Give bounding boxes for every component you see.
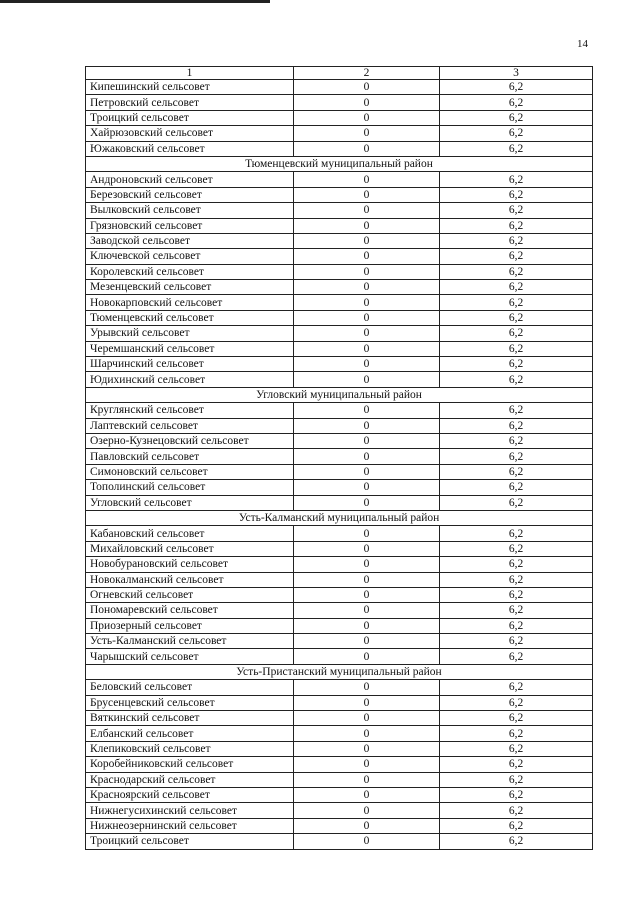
column-2-value: 0 [294, 649, 440, 664]
column-3-value: 6,2 [440, 587, 593, 602]
column-3-value: 6,2 [440, 449, 593, 464]
column-2-value: 0 [294, 834, 440, 849]
table-row [86, 80, 593, 95]
column-3-value: 6,2 [440, 110, 593, 125]
column-3-value: 6,2 [440, 480, 593, 495]
column-3-value: 6,2 [440, 618, 593, 633]
table-row [86, 187, 593, 202]
column-3-value: 6,2 [440, 572, 593, 587]
column-2-value: 0 [294, 187, 440, 202]
column-3-value: 6,2 [440, 818, 593, 833]
column-3-value: 6,2 [440, 526, 593, 541]
district-name: Усть-Калманский муниципальный район [86, 510, 593, 525]
column-2-value: 0 [294, 126, 440, 141]
allocation-table [85, 66, 593, 850]
column-3-value: 6,2 [440, 741, 593, 756]
column-2-value: 0 [294, 341, 440, 356]
table-row [86, 264, 593, 279]
table-row [86, 341, 593, 356]
column-2-value: 0 [294, 695, 440, 710]
settlement-name: Хайрюзовский сельсовет [86, 126, 294, 141]
table-row [86, 372, 593, 387]
column-2-value: 0 [294, 634, 440, 649]
table-row [86, 587, 593, 602]
table-row [86, 464, 593, 479]
column-3-value: 6,2 [440, 372, 593, 387]
settlement-name: Черемшанский сельсовет [86, 341, 294, 356]
column-2-value: 0 [294, 95, 440, 110]
table-row [86, 711, 593, 726]
table-row [86, 141, 593, 156]
table-row [86, 757, 593, 772]
column-3-value: 6,2 [440, 95, 593, 110]
table-row [86, 695, 593, 710]
table-row [86, 526, 593, 541]
column-3-value: 6,2 [440, 695, 593, 710]
settlement-name: Кипешинский сельсовет [86, 80, 294, 95]
settlement-name: Тополинский сельсовет [86, 480, 294, 495]
district-header-row [86, 156, 593, 171]
settlement-name: Красноярский сельсовет [86, 787, 294, 802]
table-row [86, 557, 593, 572]
column-3-value: 6,2 [440, 80, 593, 95]
table-row [86, 418, 593, 433]
column-2-value: 0 [294, 110, 440, 125]
settlement-name: Новобурановский сельсовет [86, 557, 294, 572]
settlement-name: Лаптевский сельсовет [86, 418, 294, 433]
column-2-value: 0 [294, 557, 440, 572]
column-3-value: 6,2 [440, 603, 593, 618]
table-row [86, 310, 593, 325]
settlement-name: Вылковский сельсовет [86, 203, 294, 218]
table-row [86, 126, 593, 141]
settlement-name: Новокалманский сельсовет [86, 572, 294, 587]
column-2-value: 0 [294, 172, 440, 187]
table-row [86, 618, 593, 633]
column-3-value: 6,2 [440, 280, 593, 295]
column-2-value: 0 [294, 711, 440, 726]
column-3-value: 6,2 [440, 803, 593, 818]
settlement-name: Круглянский сельсовет [86, 403, 294, 418]
column-header-2: 2 [294, 67, 440, 80]
column-2-value: 0 [294, 480, 440, 495]
table-row [86, 295, 593, 310]
column-3-value: 6,2 [440, 495, 593, 510]
settlement-name: Кабановский сельсовет [86, 526, 294, 541]
column-3-value: 6,2 [440, 187, 593, 202]
column-3-value: 6,2 [440, 249, 593, 264]
column-2-value: 0 [294, 433, 440, 448]
table-row [86, 741, 593, 756]
table-row [86, 110, 593, 125]
column-3-value: 6,2 [440, 834, 593, 849]
settlement-name: Новокарповский сельсовет [86, 295, 294, 310]
settlement-name: Коробейниковский сельсовет [86, 757, 294, 772]
settlement-name: Заводской сельсовет [86, 233, 294, 248]
settlement-name: Краснодарский сельсовет [86, 772, 294, 787]
settlement-name: Грязновский сельсовет [86, 218, 294, 233]
column-2-value: 0 [294, 203, 440, 218]
settlement-name: Троицкий сельсовет [86, 110, 294, 125]
column-3-value: 6,2 [440, 464, 593, 479]
settlement-name: Симоновский сельсовет [86, 464, 294, 479]
column-2-value: 0 [294, 264, 440, 279]
district-header-row [86, 387, 593, 402]
column-3-value: 6,2 [440, 403, 593, 418]
column-3-value: 6,2 [440, 787, 593, 802]
settlement-name: Усть-Калманский сельсовет [86, 634, 294, 649]
table-row [86, 634, 593, 649]
column-3-value: 6,2 [440, 218, 593, 233]
column-3-value: 6,2 [440, 141, 593, 156]
settlement-name: Нижнегусихинский сельсовет [86, 803, 294, 818]
column-3-value: 6,2 [440, 326, 593, 341]
settlement-name: Ключевской сельсовет [86, 249, 294, 264]
table-body [86, 67, 593, 850]
settlement-name: Тюменцевский сельсовет [86, 310, 294, 325]
table-row [86, 603, 593, 618]
column-2-value: 0 [294, 449, 440, 464]
table-row [86, 280, 593, 295]
table-row [86, 572, 593, 587]
settlement-name: Брусенцевский сельсовет [86, 695, 294, 710]
column-2-value: 0 [294, 572, 440, 587]
settlement-name: Мезенцевский сельсовет [86, 280, 294, 295]
column-2-value: 0 [294, 295, 440, 310]
column-2-value: 0 [294, 249, 440, 264]
column-2-value: 0 [294, 495, 440, 510]
column-3-value: 6,2 [440, 233, 593, 248]
table-row [86, 433, 593, 448]
settlement-name: Юдихинский сельсовет [86, 372, 294, 387]
column-2-value: 0 [294, 726, 440, 741]
column-2-value: 0 [294, 741, 440, 756]
settlement-name: Приозерный сельсовет [86, 618, 294, 633]
settlement-name: Нижнеозернинский сельсовет [86, 818, 294, 833]
table-row [86, 249, 593, 264]
settlement-name: Троицкий сельсовет [86, 834, 294, 849]
column-2-value: 0 [294, 357, 440, 372]
column-3-value: 6,2 [440, 711, 593, 726]
column-3-value: 6,2 [440, 418, 593, 433]
settlement-name: Вяткинский сельсовет [86, 711, 294, 726]
table-row [86, 787, 593, 802]
settlement-name: Урывский сельсовет [86, 326, 294, 341]
page-number: 14 [577, 38, 588, 50]
column-2-value: 0 [294, 680, 440, 695]
settlement-name: Чарышский сельсовет [86, 649, 294, 664]
column-3-value: 6,2 [440, 126, 593, 141]
column-2-value: 0 [294, 787, 440, 802]
column-3-value: 6,2 [440, 310, 593, 325]
column-3-value: 6,2 [440, 557, 593, 572]
settlement-name: Озерно-Кузнецовский сельсовет [86, 433, 294, 448]
settlement-name: Угловский сельсовет [86, 495, 294, 510]
table-row [86, 172, 593, 187]
table-header-row [86, 67, 593, 80]
table-row [86, 803, 593, 818]
table-row [86, 541, 593, 556]
column-3-value: 6,2 [440, 649, 593, 664]
settlement-name: Южаковский сельсовет [86, 141, 294, 156]
settlement-name: Андроновский сельсовет [86, 172, 294, 187]
column-2-value: 0 [294, 541, 440, 556]
settlement-name: Петровский сельсовет [86, 95, 294, 110]
district-name: Тюменцевский муниципальный район [86, 156, 593, 171]
column-header-3: 3 [440, 67, 593, 80]
column-2-value: 0 [294, 372, 440, 387]
table-row [86, 203, 593, 218]
column-3-value: 6,2 [440, 726, 593, 741]
table-row [86, 495, 593, 510]
column-2-value: 0 [294, 803, 440, 818]
column-3-value: 6,2 [440, 357, 593, 372]
table-row [86, 357, 593, 372]
column-2-value: 0 [294, 326, 440, 341]
column-2-value: 0 [294, 618, 440, 633]
settlement-name: Елбанский сельсовет [86, 726, 294, 741]
table-row [86, 772, 593, 787]
settlement-name: Михайловский сельсовет [86, 541, 294, 556]
scan-edge-mark [0, 0, 270, 3]
table-row [86, 95, 593, 110]
column-2-value: 0 [294, 233, 440, 248]
column-3-value: 6,2 [440, 541, 593, 556]
column-2-value: 0 [294, 526, 440, 541]
district-header-row [86, 664, 593, 679]
column-3-value: 6,2 [440, 757, 593, 772]
settlement-name: Клепиковский сельсовет [86, 741, 294, 756]
table-row [86, 818, 593, 833]
district-name: Усть-Пристанский муниципальный район [86, 664, 593, 679]
column-2-value: 0 [294, 772, 440, 787]
column-2-value: 0 [294, 418, 440, 433]
column-header-1: 1 [86, 67, 294, 80]
column-3-value: 6,2 [440, 295, 593, 310]
settlement-name: Березовский сельсовет [86, 187, 294, 202]
table-row [86, 326, 593, 341]
table-row [86, 834, 593, 849]
district-header-row [86, 510, 593, 525]
table-row [86, 680, 593, 695]
column-2-value: 0 [294, 310, 440, 325]
table-row [86, 403, 593, 418]
table-row [86, 480, 593, 495]
settlement-name: Огневский сельсовет [86, 587, 294, 602]
settlement-name: Беловский сельсовет [86, 680, 294, 695]
settlement-name: Королевский сельсовет [86, 264, 294, 279]
column-2-value: 0 [294, 818, 440, 833]
settlement-name: Шарчинский сельсовет [86, 357, 294, 372]
table-row [86, 218, 593, 233]
column-2-value: 0 [294, 603, 440, 618]
table-row [86, 449, 593, 464]
column-2-value: 0 [294, 80, 440, 95]
column-2-value: 0 [294, 587, 440, 602]
column-3-value: 6,2 [440, 172, 593, 187]
column-3-value: 6,2 [440, 433, 593, 448]
column-2-value: 0 [294, 280, 440, 295]
column-3-value: 6,2 [440, 680, 593, 695]
table-row [86, 726, 593, 741]
column-3-value: 6,2 [440, 264, 593, 279]
table-row [86, 233, 593, 248]
column-2-value: 0 [294, 218, 440, 233]
settlement-name: Пономаревский сельсовет [86, 603, 294, 618]
column-3-value: 6,2 [440, 634, 593, 649]
column-3-value: 6,2 [440, 341, 593, 356]
column-3-value: 6,2 [440, 772, 593, 787]
table-row [86, 649, 593, 664]
column-3-value: 6,2 [440, 203, 593, 218]
column-2-value: 0 [294, 403, 440, 418]
column-2-value: 0 [294, 757, 440, 772]
column-2-value: 0 [294, 464, 440, 479]
column-2-value: 0 [294, 141, 440, 156]
district-name: Угловский муниципальный район [86, 387, 593, 402]
settlement-name: Павловский сельсовет [86, 449, 294, 464]
